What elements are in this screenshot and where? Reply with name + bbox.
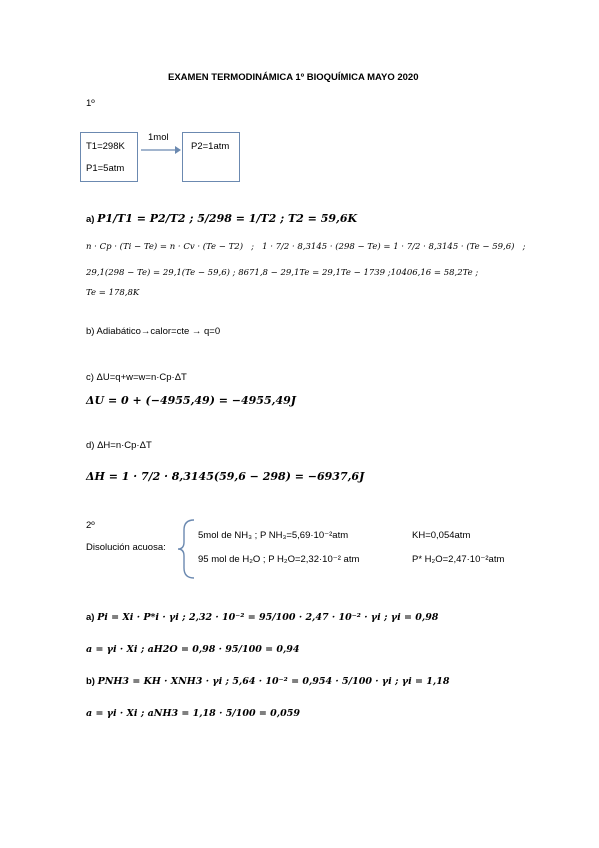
q2-b-equation-2: a = γi · Xi ; aNH3 = 1,18 · 5/100 = 0,059 — [86, 708, 300, 719]
q2-b-equation-1: PNH3 = KH · XNH3 · γi ; 5,64 · 10⁻² = 0,954 · 5/100 · γi ; γi = 1,18 — [97, 676, 450, 687]
henry-constant: KH=0,054atm — [412, 530, 471, 541]
q2-part-b — [86, 676, 449, 687]
q2-a-equation-2: a = γi · Xi ; aH2O = 0,98 · 95/100 = 0,94 — [86, 644, 300, 655]
final-pressure: P2=1atm — [191, 141, 230, 152]
q2-b-label: b) — [86, 676, 95, 687]
q1-a-label: a) — [86, 214, 95, 225]
water-vapor-pressure: P* H₂O=2,47·10⁻²atm — [412, 554, 505, 565]
page-title: EXAMEN TERMODINÁMICA 1º BIOQUÍMICA MAYO 2020 — [168, 72, 419, 83]
q1-part-d: d) ΔH=n·Cp·ΔT — [86, 440, 152, 451]
q1-a-equation-2-left: n · Cp · (Ti − Te) = n · Cv · (Te − T2) — [86, 242, 244, 252]
q1-c-equation: ΔU = 0 + (−4955,49) = −4955,49J — [86, 394, 296, 407]
water-line: 95 mol de H₂O ; P H₂O=2,32·10⁻² atm — [198, 554, 360, 565]
final-state-box — [182, 132, 240, 182]
brace-icon — [176, 518, 196, 580]
q1-part-b: b) Adiabático→calor=cte → q=0 — [86, 326, 221, 337]
q1-a-equation-3: 29,1(298 − Te) = 29,1(Te − 59,6) ; 8671,8 − 29,1Te = 29,1Te − 1739 ;10406,16 = 58,2Te ; — [86, 268, 479, 278]
initial-state-box — [80, 132, 138, 182]
q2-a-equation-1: Pi = Xi · P*i · γi ; 2,32 · 10⁻² = 95/100 · 2,47 · 10⁻² · γi ; γi = 0,98 — [97, 612, 439, 623]
question-2-number: 2º — [86, 520, 95, 531]
ammonia-line: 5mol de NH₃ ; P NH₃=5,69·10⁻²atm — [198, 530, 349, 541]
q2-part-a — [86, 612, 438, 623]
arrow-label: 1mol — [148, 132, 169, 143]
question-1-number: 1º — [86, 98, 95, 109]
q1-a-equation-2-mid: 1 · 7/2 · 8,3145 · (298 − Te) = 1 · 7/2 · 8,3145 · (Te − 59,6) — [262, 242, 515, 252]
process-arrow-icon — [141, 144, 181, 156]
q1-part-c: c) ΔU=q+w=w=n·Cp·ΔT — [86, 372, 187, 383]
q2-a-label: a) — [86, 612, 95, 623]
initial-temperature: T1=298K — [86, 141, 125, 152]
q1-a-equation-4: Te = 178,8K — [86, 288, 140, 298]
q1-a-equation-1: P1/T1 = P2/T2 ; 5/298 = 1/T2 ; T2 = 59,6K — [97, 212, 358, 225]
q1-a-equation-2: n · Cp · (Ti − Te) = n · Cv · (Te − T2) ; 1 · 7/2 · 8,3145 · (298 − Te) = 1 · 7/2 · 8,3145 · (Te − 59,6) ; — [86, 242, 526, 252]
q1-part-a — [86, 212, 357, 225]
solution-label: Disolución acuosa: — [86, 542, 166, 553]
q1-d-equation: ΔH = 1 · 7/2 · 8,3145(59,6 − 298) = −6937,6J — [86, 470, 365, 483]
initial-pressure: P1=5atm — [86, 163, 125, 174]
